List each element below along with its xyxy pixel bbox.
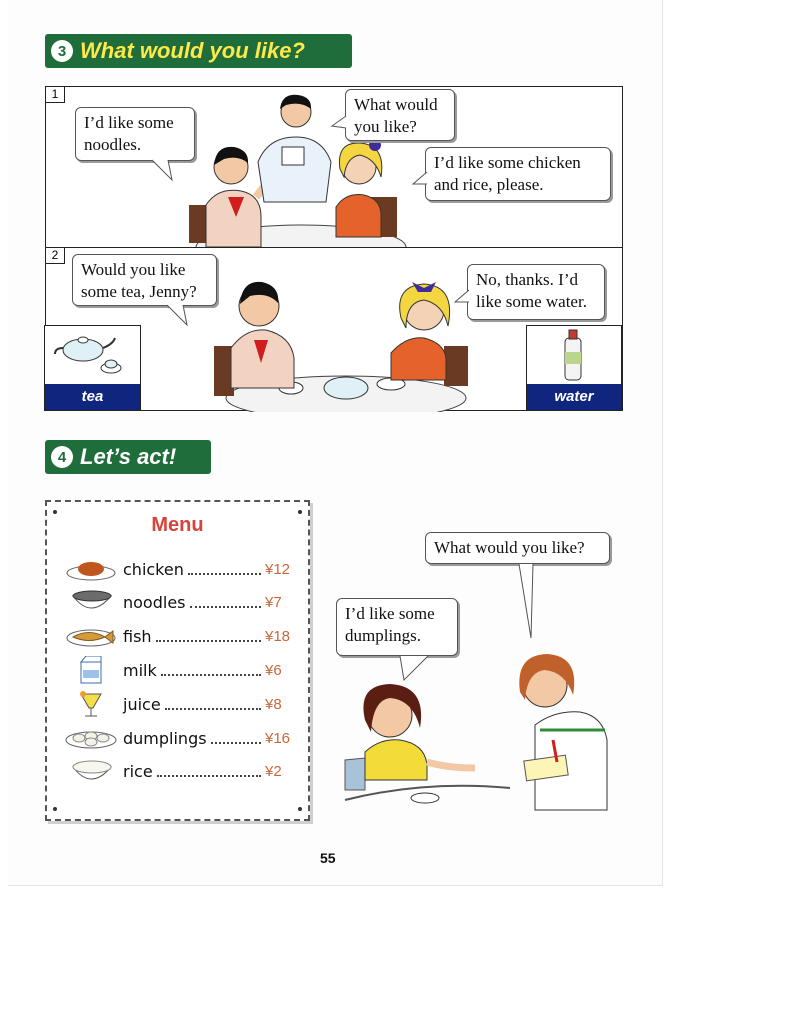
- menu-row-chicken: [65, 555, 305, 583]
- menu-row-noodles: [65, 588, 305, 616]
- teapot-icon: [45, 326, 140, 384]
- menu-dot-leader: [211, 732, 261, 744]
- menu-row-fish: [65, 622, 305, 650]
- blonde-girl-figure: [336, 139, 397, 237]
- fish-plate-icon: [65, 622, 119, 650]
- section-3-number: 3: [51, 40, 73, 62]
- menu-item-price: ¥7: [265, 593, 282, 611]
- speech-bubble-girl-water: No, thanks. I’d like some water.: [467, 264, 605, 320]
- panel-2-number: 2: [46, 248, 65, 264]
- juice-glass-icon: [65, 690, 119, 718]
- section-4-title: Let’s act!: [80, 444, 177, 469]
- menu-row-rice: [65, 757, 305, 785]
- speech-bubble-tail: [150, 158, 180, 182]
- menu-item-name: chicken: [123, 559, 184, 579]
- menu-item-name: milk: [123, 660, 157, 680]
- roast-chicken-icon: [65, 555, 119, 583]
- section-4-number: 4: [51, 446, 73, 468]
- page-number: 55: [320, 850, 336, 866]
- speech-bubble-tail: [411, 170, 431, 190]
- menu-item-name: fish: [123, 626, 152, 646]
- speech-bubble-boy-tea: Would you like some tea, Jenny?: [72, 254, 217, 306]
- tea-label: tea: [45, 384, 140, 410]
- menu-item-price: ¥12: [265, 560, 291, 578]
- speech-bubble-girl-dumplings: I’d like some dumplings.: [336, 598, 458, 656]
- seated-girl-figure: [345, 684, 475, 790]
- menu-dot-leader: [161, 664, 261, 676]
- speech-bubble-tail: [398, 654, 432, 684]
- menu-dot-leader: [157, 765, 261, 777]
- speech-bubble-boy-noodles: I’d like some noodles.: [75, 107, 195, 161]
- rice-bowl-icon: [65, 757, 119, 785]
- noodle-bowl-icon: [65, 588, 119, 616]
- section-3-title: What would you like?: [80, 38, 305, 63]
- menu-dot-leader: [188, 563, 261, 575]
- dumplings-plate-icon: [65, 724, 119, 752]
- menu-item-name: rice: [123, 761, 153, 781]
- menu-row-milk: [65, 656, 305, 684]
- speech-bubble-tail: [165, 303, 195, 327]
- speech-bubble-girl-chicken-rice: I’d like some chicken and rice, please.: [425, 147, 611, 201]
- water-label: water: [527, 384, 621, 410]
- menu-item-price: ¥2: [265, 762, 282, 780]
- ordering-scene-illustration: [335, 640, 635, 820]
- tea-picture-card: [44, 325, 141, 411]
- section-3-header: [45, 34, 352, 68]
- milk-carton-icon: [65, 656, 119, 684]
- speech-bubble-tail: [453, 288, 473, 308]
- menu-item-price: ¥16: [265, 729, 291, 747]
- menu-card: [45, 500, 310, 821]
- menu-title: Menu: [151, 514, 204, 536]
- speech-bubble-tail: [517, 562, 537, 642]
- menu-dot-leader: [156, 630, 261, 642]
- boy-figure: [214, 282, 294, 396]
- water-bottle-icon: [527, 326, 621, 384]
- menu-item-name: dumplings: [123, 728, 207, 748]
- speech-bubble-tail: [330, 114, 350, 134]
- menu-dot-leader: [190, 596, 262, 608]
- menu-item-price: ¥8: [265, 695, 282, 713]
- menu-item-name: noodles: [123, 592, 186, 612]
- panel-1-number: 1: [46, 87, 65, 103]
- menu-row-juice: [65, 690, 305, 718]
- speech-bubble-waitress: What would you like?: [425, 532, 610, 564]
- water-picture-card: [526, 325, 622, 411]
- menu-dot-leader: [165, 698, 261, 710]
- menu-item-name: juice: [123, 694, 161, 714]
- section-4-header: [45, 440, 211, 474]
- waiter-figure: [258, 95, 331, 202]
- menu-item-price: ¥6: [265, 661, 282, 679]
- speech-bubble-waiter: What would you like?: [345, 89, 455, 141]
- waitress-figure: [519, 654, 607, 810]
- menu-row-dumplings: [65, 724, 305, 752]
- menu-item-price: ¥18: [265, 627, 291, 645]
